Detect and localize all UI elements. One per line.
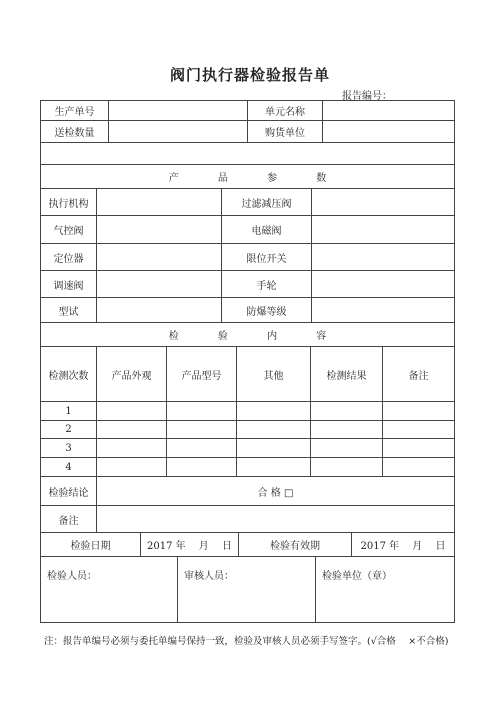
column-header: 检测次数 bbox=[41, 347, 97, 401]
validity-label: 检验有效期 bbox=[239, 533, 352, 556]
production-order-field[interactable] bbox=[109, 101, 248, 120]
inspection-count: 4 bbox=[41, 458, 97, 476]
form-row-blank bbox=[40, 143, 455, 165]
param-left-label: 定位器 bbox=[41, 244, 97, 270]
param-row bbox=[40, 271, 455, 298]
inspector-signature-field[interactable]: 检验人员： bbox=[41, 557, 178, 622]
product-params-header-row bbox=[40, 165, 455, 189]
inspection-count: 3 bbox=[41, 439, 97, 457]
purchaser-field[interactable] bbox=[323, 121, 454, 142]
remark-cell[interactable] bbox=[383, 421, 454, 438]
table-row bbox=[40, 421, 455, 439]
other-cell[interactable] bbox=[237, 402, 311, 420]
column-header: 其他 bbox=[237, 347, 311, 401]
remark-label: 备注 bbox=[41, 506, 97, 532]
product-params-header: 产 品 参 数 bbox=[168, 173, 345, 184]
table-row bbox=[40, 439, 455, 458]
column-header: 产品外观 bbox=[97, 347, 167, 401]
param-left-label: 执行机构 bbox=[41, 189, 97, 215]
inspection-count: 1 bbox=[41, 402, 97, 420]
conclusion-row bbox=[40, 477, 455, 506]
result-cell[interactable] bbox=[311, 458, 383, 476]
param-left-field[interactable] bbox=[97, 271, 222, 297]
param-right-label: 电磁阀 bbox=[222, 216, 312, 243]
param-left-label: 调速阀 bbox=[41, 271, 97, 297]
param-right-field[interactable] bbox=[312, 216, 454, 243]
remark-field[interactable] bbox=[97, 506, 454, 532]
inspection-content-header-row bbox=[40, 323, 455, 347]
date-row bbox=[40, 533, 455, 557]
report-number-label: 报告编号： bbox=[342, 91, 392, 102]
conclusion-pass-checkbox[interactable]: 合 格 □ bbox=[257, 487, 294, 499]
param-left-field[interactable] bbox=[97, 189, 222, 215]
remark-cell[interactable] bbox=[383, 402, 454, 420]
table-row bbox=[40, 402, 455, 421]
quantity-field[interactable] bbox=[109, 121, 248, 142]
appearance-cell[interactable] bbox=[97, 402, 167, 420]
model-cell[interactable] bbox=[167, 439, 237, 457]
inspection-count: 2 bbox=[41, 421, 97, 438]
conclusion-label: 检验结论 bbox=[41, 477, 97, 505]
param-right-field[interactable] bbox=[312, 244, 454, 270]
footnote: 注：报告单编号必须与委托单编号保持一致，检验及审核人员必须手写签字。(√合格 ×不合格) bbox=[44, 636, 449, 647]
appearance-cell[interactable] bbox=[97, 458, 167, 476]
param-right-label: 限位开关 bbox=[222, 244, 312, 270]
remark-row bbox=[40, 506, 455, 533]
other-cell[interactable] bbox=[237, 421, 311, 438]
param-right-field[interactable] bbox=[312, 298, 454, 322]
param-left-field[interactable] bbox=[97, 298, 222, 322]
param-left-field[interactable] bbox=[97, 216, 222, 243]
param-right-label: 手轮 bbox=[222, 271, 312, 297]
param-right-label: 过滤减压阀 bbox=[222, 189, 312, 215]
other-cell[interactable] bbox=[237, 458, 311, 476]
blank-field[interactable] bbox=[41, 143, 454, 164]
result-cell[interactable] bbox=[311, 421, 383, 438]
other-cell[interactable] bbox=[237, 439, 311, 457]
document-title: 阀门执行器检验报告单 bbox=[169, 66, 330, 84]
inspection-form bbox=[40, 100, 455, 623]
form-row-order bbox=[40, 100, 455, 121]
result-cell[interactable] bbox=[311, 402, 383, 420]
model-cell[interactable] bbox=[167, 458, 237, 476]
param-row bbox=[40, 189, 455, 216]
param-right-field[interactable] bbox=[312, 271, 454, 297]
param-row bbox=[40, 298, 455, 323]
quantity-label: 送检数量 bbox=[41, 121, 109, 142]
param-right-label: 防爆等级 bbox=[222, 298, 312, 322]
column-header: 备注 bbox=[408, 370, 429, 382]
appearance-cell[interactable] bbox=[97, 421, 167, 438]
inspection-content-header: 检 验 内 容 bbox=[168, 331, 345, 342]
validity-date-field[interactable]: 2017 年 月 日 bbox=[360, 541, 446, 552]
param-left-field[interactable] bbox=[97, 244, 222, 270]
production-order-label: 生产单号 bbox=[41, 101, 109, 120]
purchaser-label: 购货单位 bbox=[248, 121, 323, 142]
param-right-field[interactable] bbox=[312, 189, 454, 215]
param-left-label: 型试 bbox=[41, 298, 97, 322]
remark-cell[interactable] bbox=[383, 439, 454, 457]
model-cell[interactable] bbox=[167, 421, 237, 438]
param-left-label: 气控阀 bbox=[41, 216, 97, 243]
inspection-date-field[interactable]: 2017 年 月 日 bbox=[141, 533, 239, 556]
param-row bbox=[40, 216, 455, 244]
appearance-cell[interactable] bbox=[97, 439, 167, 457]
column-header: 产品型号 bbox=[167, 347, 237, 401]
result-cell[interactable] bbox=[311, 439, 383, 457]
inspection-date-label: 检验日期 bbox=[41, 533, 141, 556]
column-header: 检测结果 bbox=[311, 347, 383, 401]
inspection-column-headers bbox=[40, 347, 455, 402]
model-cell[interactable] bbox=[167, 402, 237, 420]
inspection-unit-stamp-field[interactable]: 检验单位（章） bbox=[322, 571, 392, 582]
unit-name-field[interactable] bbox=[323, 101, 454, 120]
param-row bbox=[40, 244, 455, 271]
remark-cell[interactable] bbox=[383, 458, 454, 476]
form-row-quantity bbox=[40, 121, 455, 143]
reviewer-signature-field[interactable]: 审核人员： bbox=[178, 557, 316, 622]
table-row bbox=[40, 458, 455, 477]
signature-row bbox=[40, 557, 455, 623]
unit-name-label: 单元名称 bbox=[248, 101, 323, 120]
